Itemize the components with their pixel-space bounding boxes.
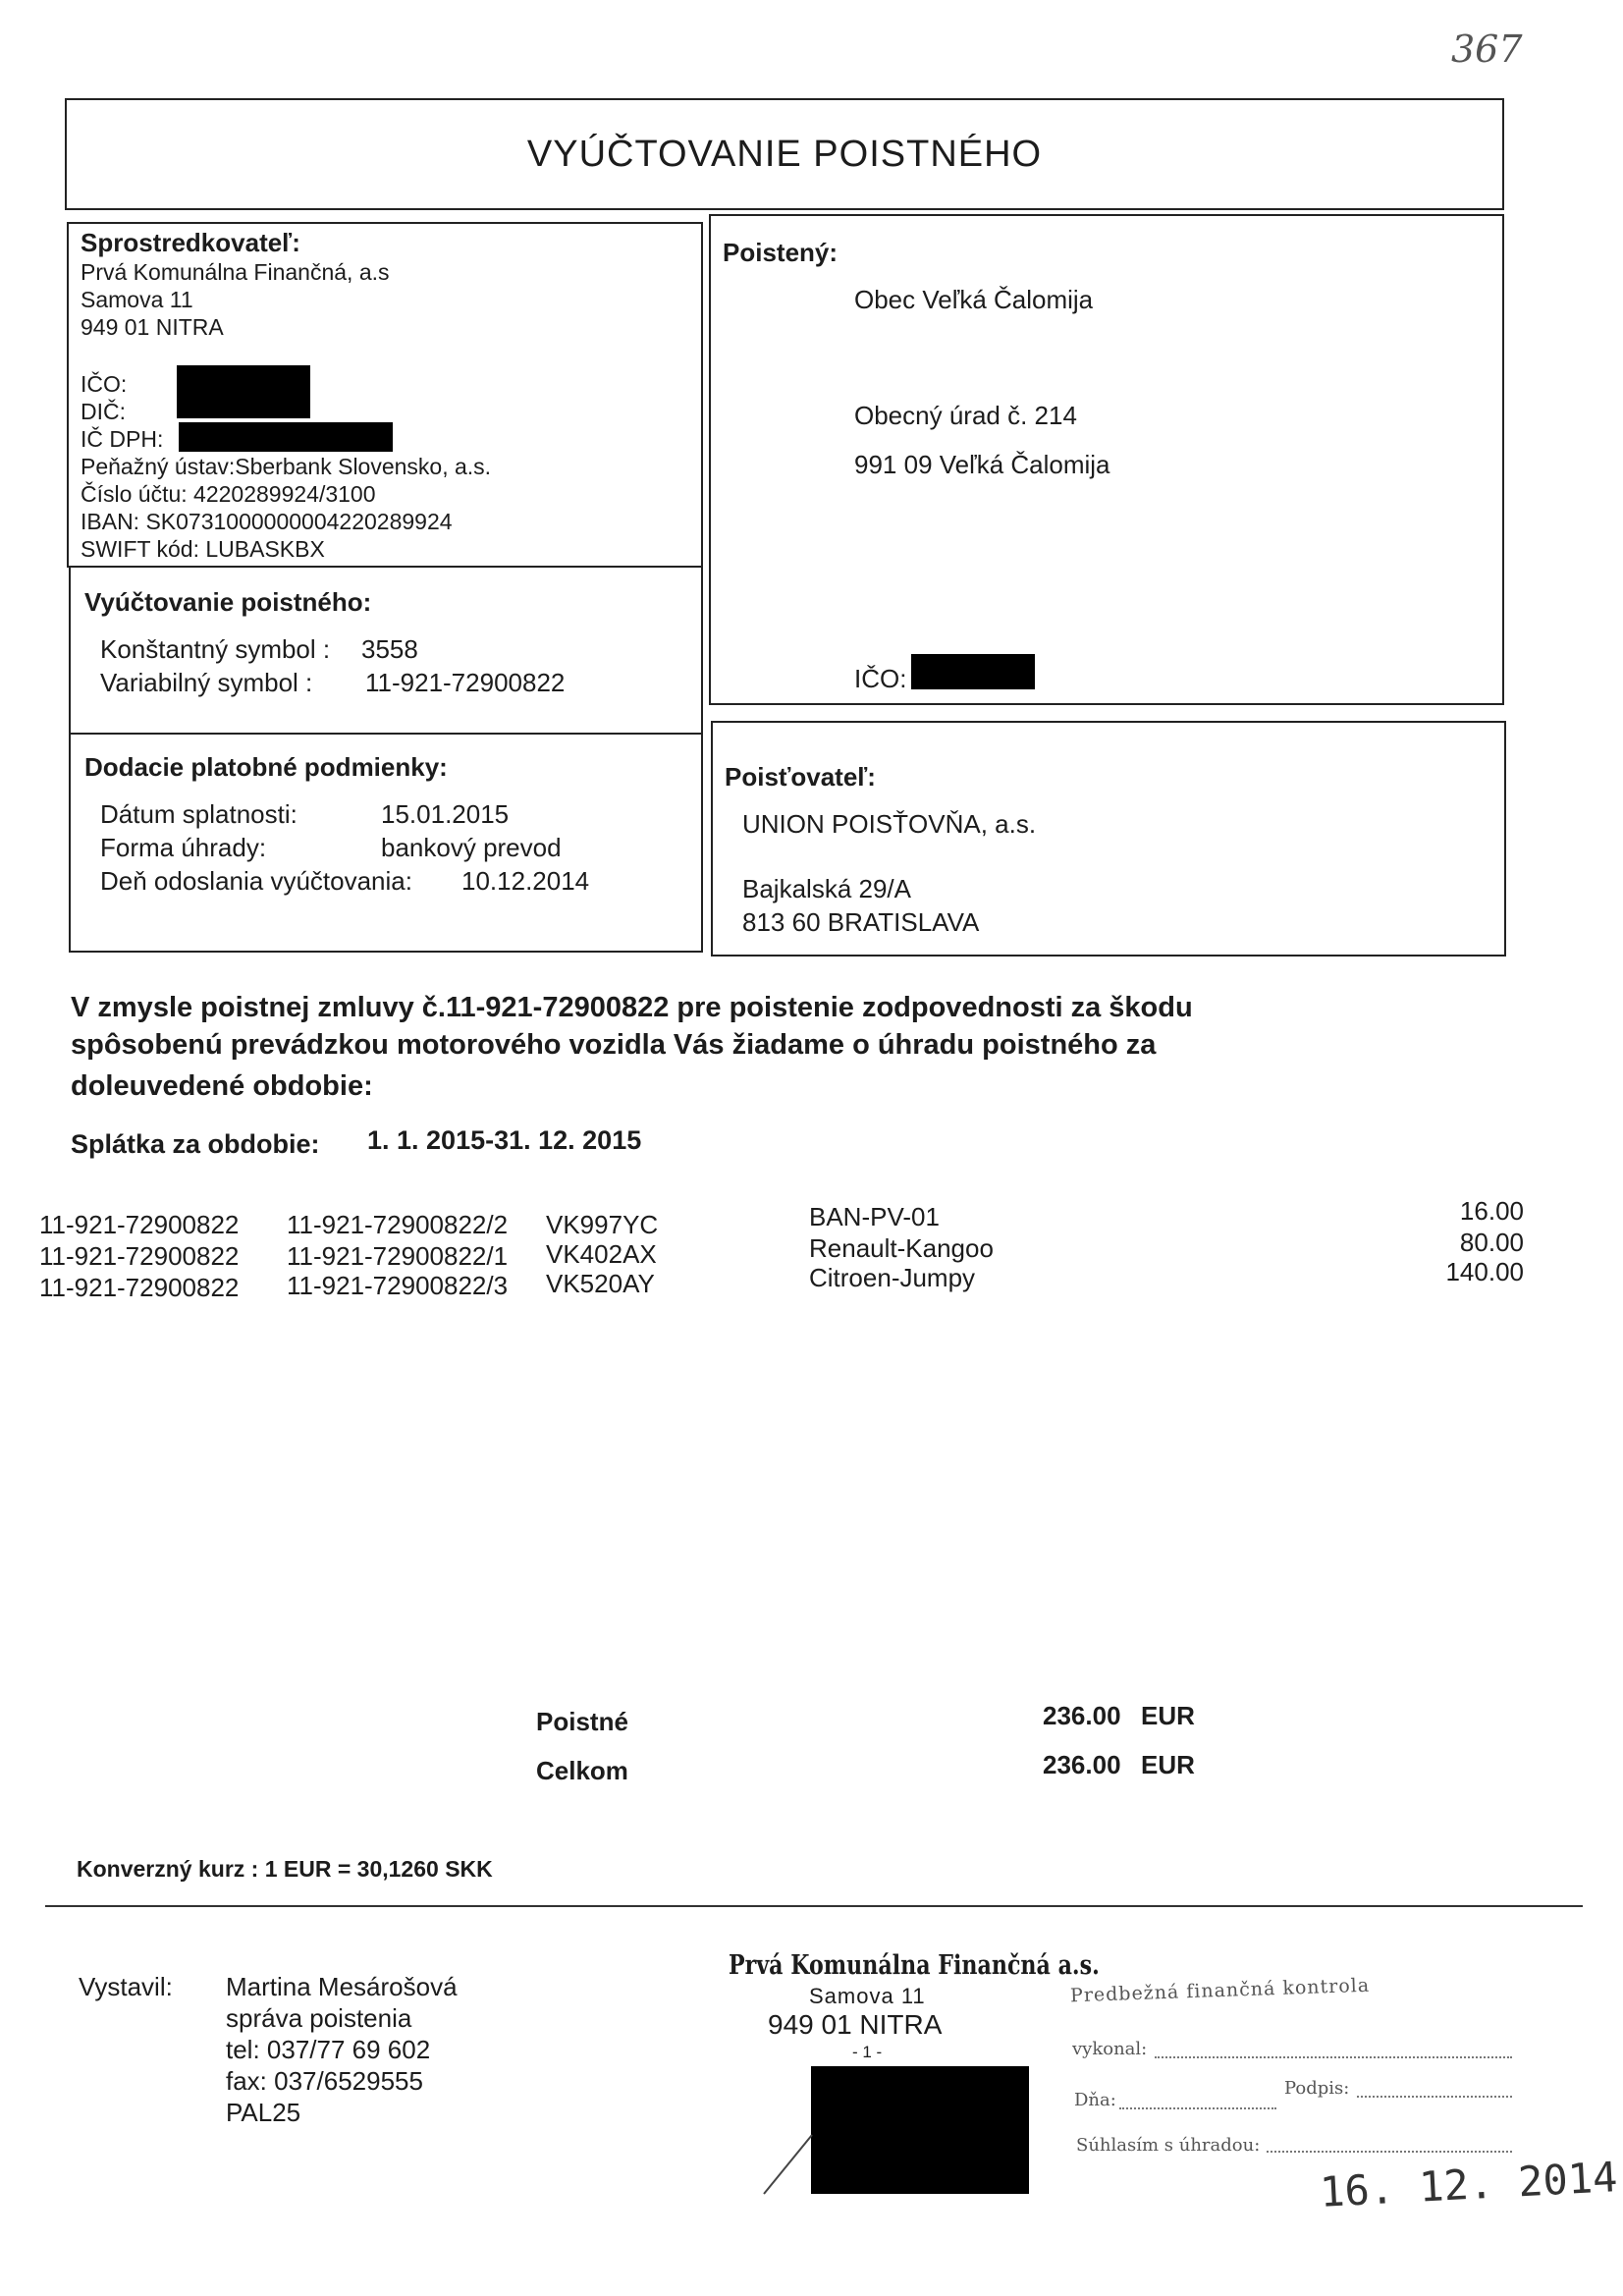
issuer-code: PAL25 (226, 2098, 301, 2127)
constant-symbol-label: Konštantný symbol : (100, 634, 331, 664)
stamp-street: Samova 11 (809, 1984, 926, 2008)
signature-stroke (758, 2131, 817, 2200)
period-label: Splátka za obdobie: (71, 1129, 320, 1159)
item-amount: 80.00 (1459, 1228, 1524, 1257)
intro-line-3: doleuvedené obdobie: (71, 1070, 373, 1102)
control-stamp-consent: Súhlasím s úhradou: (1076, 2135, 1261, 2156)
premium-value: 236.00 (1043, 1701, 1121, 1730)
item-vehicle: Citroen-Jumpy (809, 1263, 976, 1292)
intro-line-1: V zmysle poistnej zmluvy č.11-921-72900822 pre poistenie zodpovednosti za škodu (71, 992, 1193, 1023)
item-policy: 11-921-72900822/2 (287, 1210, 509, 1239)
control-stamp-title: Predbežná finančná kontrola (1069, 1974, 1371, 2007)
constant-symbol-value: 3558 (361, 634, 418, 664)
insured-ico-label: IČO: (854, 664, 907, 693)
intermediary-account: Číslo účtu: 4220289924/3100 (81, 481, 376, 507)
control-dots-3 (1357, 2096, 1512, 2098)
control-dots-2 (1119, 2107, 1276, 2109)
item-amount: 16.00 (1459, 1196, 1524, 1226)
issuer-name: Martina Mesárošová (226, 1972, 458, 2001)
control-dots-4 (1267, 2151, 1512, 2153)
insured-city: 991 09 Veľká Čalomija (854, 450, 1110, 479)
insurer-heading: Poisťovateľ: (725, 762, 876, 792)
item-policy: 11-921-72900822/1 (287, 1241, 509, 1271)
insured-heading: Poistený: (723, 238, 839, 267)
control-stamp-signature: Podpis: (1284, 2078, 1350, 2099)
title-box (65, 98, 1504, 210)
billing-heading: Vyúčtovanie poistného: (84, 587, 372, 617)
intermediary-iban: IBAN: SK0731000000004220289924 (81, 509, 453, 534)
intermediary-swift: SWIFT kód: LUBASKBX (81, 536, 325, 562)
redacted-insured-ico (911, 654, 1035, 689)
insurer-name: UNION POISŤOVŇA, a.s. (742, 809, 1037, 839)
payment-form-value: bankový prevod (381, 833, 562, 862)
item-amount: 140.00 (1445, 1257, 1524, 1286)
item-policy: 11-921-72900822/3 (287, 1271, 509, 1300)
variable-symbol-label: Variabilný symbol : (100, 668, 313, 697)
stamp-city: 949 01 NITRA (768, 2009, 943, 2040)
issuer-tel: tel: 037/77 69 602 (226, 2035, 431, 2064)
premium-currency: EUR (1141, 1701, 1195, 1730)
item-plate: VK997YC (546, 1210, 659, 1239)
payment-form-label: Forma úhrady: (100, 833, 267, 862)
intermediary-heading: Sprostredkovateľ: (81, 228, 300, 257)
due-date-value: 15.01.2015 (381, 799, 510, 829)
total-label: Celkom (536, 1756, 628, 1785)
intermediary-ico-label: IČO: (81, 371, 128, 397)
intermediary-name: Prvá Komunálna Finančná, a.s (81, 259, 390, 285)
intermediary-bank: Peňažný ústav:Sberbank Slovensko, a.s. (81, 454, 492, 479)
handwritten-page-number: 367 (1451, 27, 1523, 71)
item-contract: 11-921-72900822 (39, 1241, 240, 1271)
intermediary-icdph-label: IČ DPH: (81, 426, 164, 452)
control-dots-1 (1155, 2056, 1512, 2058)
intro-line-2: spôsobenú prevádzkou motorového vozidla Vás žiadame o úhradu poistného za (71, 1029, 1157, 1061)
intermediary-dic-label: DIČ: (81, 399, 126, 424)
handwritten-date: 16. 12. 2014 (1318, 2153, 1619, 2216)
due-date-label: Dátum splatnosti: (100, 799, 298, 829)
item-plate: VK520AY (546, 1269, 655, 1298)
premium-label: Poistné (536, 1707, 628, 1736)
insured-name: Obec Veľká Čalomija (854, 285, 1094, 314)
sent-date-label: Deň odoslania vyúčtovania: (100, 866, 412, 896)
redacted-signature (811, 2066, 1029, 2194)
document-title: VYÚČTOVANIE POISTNÉHO (526, 134, 1043, 175)
total-value: 236.00 (1043, 1750, 1121, 1779)
control-stamp-performed: vykonal: (1072, 2039, 1148, 2059)
variable-symbol-value: 11-921-72900822 (365, 668, 566, 697)
conversion-rate: Konverzný kurz : 1 EUR = 30,1260 SKK (77, 1856, 493, 1882)
issuer-fax: fax: 037/6529555 (226, 2066, 423, 2096)
stamp-mark: - 1 - (852, 2043, 883, 2061)
issuer-dept: správa poistenia (226, 2003, 412, 2033)
stamp-company: Prvá Komunálna Finančná a.s. (729, 1950, 1100, 1981)
sent-date-value: 10.12.2014 (461, 866, 590, 896)
intermediary-city: 949 01 NITRA (81, 314, 224, 340)
insured-office: Obecný úrad č. 214 (854, 401, 1077, 430)
redacted-ico-dic (177, 365, 310, 418)
intermediary-street: Samova 11 (81, 287, 193, 312)
period-value: 1. 1. 2015-31. 12. 2015 (367, 1125, 642, 1155)
issuer-label: Vystavil: (79, 1972, 173, 2001)
payment-terms-heading: Dodacie platobné podmienky: (84, 752, 448, 782)
item-contract: 11-921-72900822 (39, 1210, 240, 1239)
footer-divider (45, 1905, 1583, 1907)
control-stamp-day: Dňa: (1074, 2090, 1116, 2110)
item-vehicle: BAN-PV-01 (809, 1202, 940, 1231)
insurer-street: Bajkalská 29/A (742, 874, 911, 903)
insurer-city: 813 60 BRATISLAVA (742, 907, 980, 937)
total-currency: EUR (1141, 1750, 1195, 1779)
item-vehicle: Renault-Kangoo (809, 1233, 994, 1263)
item-contract: 11-921-72900822 (39, 1273, 240, 1302)
redacted-icdph (179, 422, 393, 452)
item-plate: VK402AX (546, 1239, 657, 1269)
